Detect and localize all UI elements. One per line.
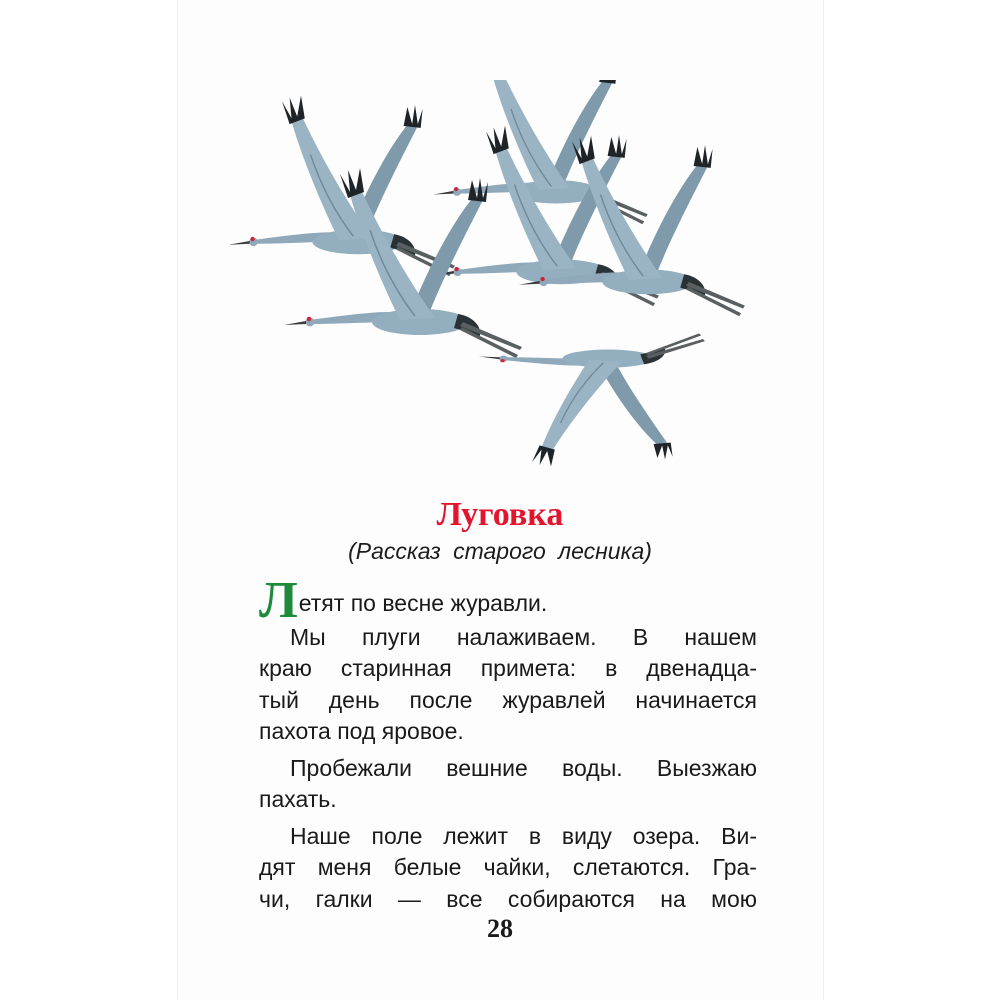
word: вешние [446,754,528,781]
story-text [259,572,757,915]
word: в [528,822,542,849]
word: слетаются. [572,854,691,880]
word: озера. [632,822,701,849]
word: чайки, [483,854,551,880]
text-line [259,852,757,884]
text-line [259,821,757,853]
page-number: 28 [487,914,513,943]
word: Пробежали [290,754,413,781]
word: виду [561,822,612,849]
word: старинная [340,655,452,681]
word: Наше [290,822,351,849]
story-subtitle: (Рассказ старого лесника) [348,538,652,564]
word: воды. [562,754,623,781]
word: дят [259,854,296,880]
word: Мы [290,623,326,650]
word: все [446,885,483,912]
word: тый [259,686,299,713]
word: белые [393,854,462,880]
word: плуги [361,623,421,650]
first-line [259,572,757,629]
word: — [397,885,421,912]
word: нашем [684,623,757,650]
word: галки [315,885,373,912]
word: меня [317,854,372,880]
word: Ви- [721,822,757,849]
word: Выезжаю [656,754,757,781]
word: краю [259,655,312,681]
text-line [259,753,757,785]
word: поле [371,822,423,849]
word: на [660,885,686,912]
word: чи, [259,885,291,912]
word: журавлей [502,686,606,713]
crane-2 [434,80,648,224]
word: начинается [635,686,757,713]
word: В [632,623,649,650]
text-line [259,884,757,916]
crane-5 [519,136,745,317]
word: мою [711,885,757,912]
word: в [605,655,618,681]
text-line: пахота под яровое. [259,718,464,744]
word: собираются [507,885,635,912]
word: Гра- [712,854,757,880]
word: примета: [480,655,577,681]
story-title: Луговка [436,496,564,533]
text-line [259,685,757,717]
word: лежит [443,822,508,849]
word: после [409,686,473,713]
text-line: пахать. [259,786,337,812]
text-line [259,622,757,654]
word: день [328,686,380,713]
drop-cap: Л [259,572,298,629]
first-line-text: етят по весне журавли. [298,590,548,616]
word: двенадца- [646,655,757,681]
crane-1 [230,96,455,277]
word: налаживаем. [456,623,597,650]
text-line [259,653,757,685]
cranes-illustration [230,80,770,470]
